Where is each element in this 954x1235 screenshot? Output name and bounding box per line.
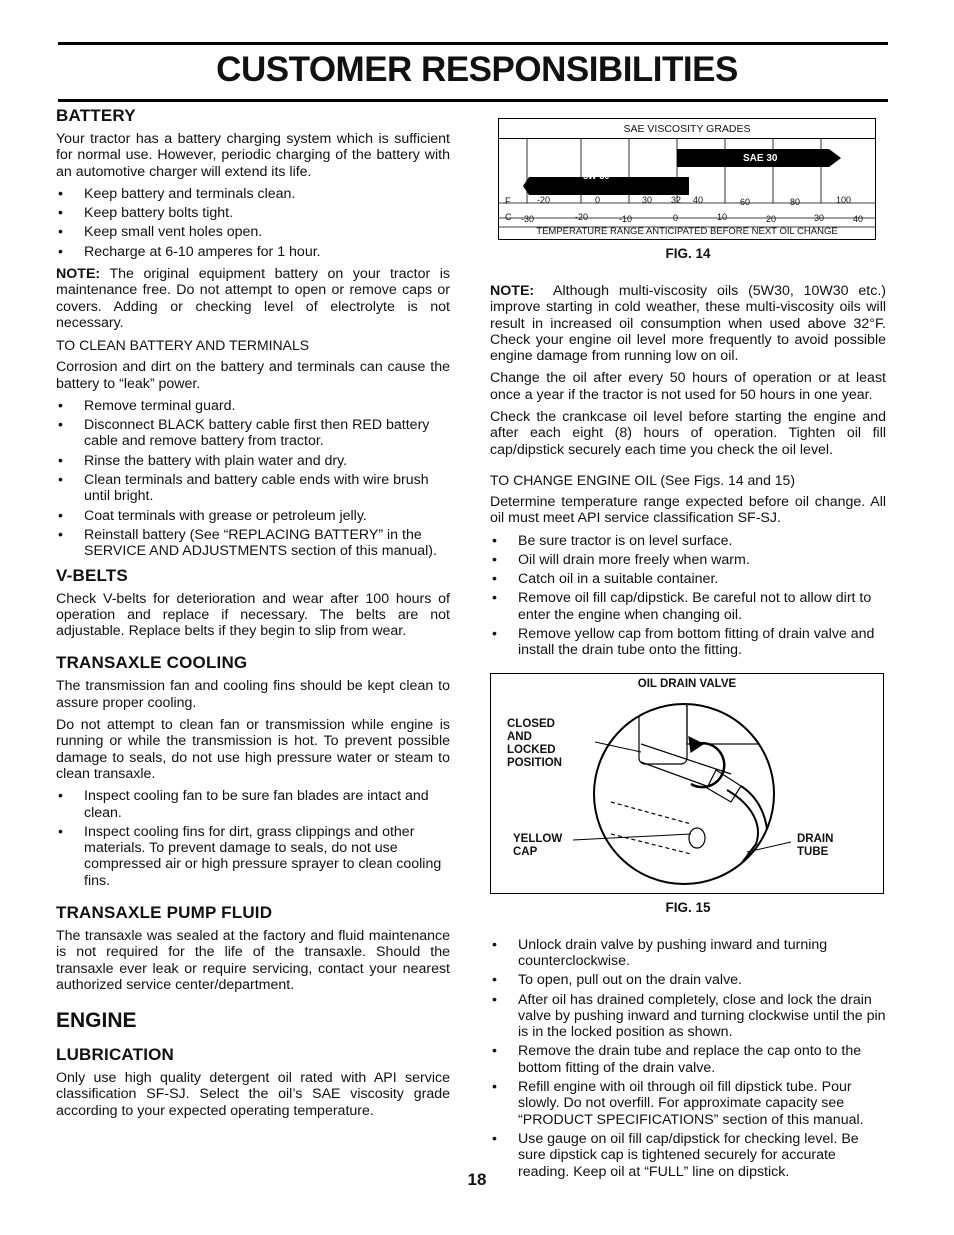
list-item: • Use gauge on oil fill cap/dipstick for checking level. Be sure dipstick cap is tightened securely for accurate reading. Keep oil at “FULL” line on dipstick.: [490, 1131, 886, 1180]
oil-note: [490, 283, 886, 364]
list-item: • Rinse the battery with plain water and dry.: [56, 453, 450, 469]
tick-label: 80: [790, 197, 801, 207]
list-item: • Remove oil fill cap/dipstick. Be careful not to allow dirt to enter the engine when changing oil.: [490, 590, 886, 623]
list-item: • Disconnect BLACK battery cable first then RED battery cable and remove battery from tractor.: [56, 417, 450, 450]
chart-title: SAE VISCOSITY GRADES: [623, 123, 751, 135]
list-item: • Inspect cooling fan to be sure fan blades are intact and clean.: [56, 788, 450, 821]
list-item: • Be sure tractor is on level surface.: [490, 533, 886, 549]
clean-battery-intro: Corrosion and dirt on the battery and terminals can cause the battery to “leak” power.: [56, 359, 450, 392]
battery-heading: BATTERY: [56, 106, 136, 125]
tick-label: 60: [740, 197, 751, 207]
tick-label: 40: [853, 214, 864, 224]
yellow-cap-shape: [689, 828, 705, 848]
list-item: • Catch oil in a suitable container.: [490, 571, 886, 587]
list-item: • Refill engine with oil through oil fill dipstick tube. Pour slowly. Do not overfill. For approximate capacity see “PRODUCT SPECIFICATIONS” section of this manual.: [490, 1079, 886, 1128]
fig14-caption: FIG. 14: [665, 246, 711, 261]
figure-title: OIL DRAIN VALVE: [637, 677, 737, 690]
tick-label: 30: [814, 213, 825, 223]
tick-label: -10: [619, 214, 633, 224]
change-oil-bullets: [490, 533, 886, 659]
engine-heading: ENGINE: [56, 1009, 137, 1033]
oil-drain-valve-figure: [490, 673, 884, 894]
page-number: 18: [467, 1170, 487, 1189]
battery-intro: Your tractor has a battery charging system which is sufficient for normal use. However, periodic charging of the battery with an automotive charger will extend its life.: [56, 131, 450, 180]
drain-valve-illustration: [491, 674, 883, 893]
left-column: [56, 106, 450, 1125]
drain-bullets: [490, 937, 886, 1180]
chart-footer: TEMPERATURE RANGE ANTICIPATED BEFORE NEXT OIL CHANGE: [536, 226, 838, 237]
clean-battery-heading: TO CLEAN BATTERY AND TERMINALS: [56, 337, 310, 354]
tick-label: 10: [717, 212, 728, 222]
note-text: Although multi-viscosity oils (5W30, 10W30 etc.) improve starting in cold weather, these multi-viscosity oils will result in increased oil consumption when used above 32°F. Check your engine oil level more frequently to avoid possible engine damage from running low on oil.: [490, 283, 886, 365]
list-item: • Clean terminals and battery cable ends with wire brush until bright.: [56, 472, 450, 505]
tick-label: -20: [575, 212, 589, 222]
transaxle-pump-heading: TRANSAXLE PUMP FLUID: [56, 902, 273, 922]
transaxle-pump-text: The transaxle was sealed at the factory and fluid maintenance is not required for the life of the transaxle. Should the transaxle ever leak or require servicing, contact your nearest authorized service center/department.: [56, 927, 450, 993]
list-item: • Remove terminal guard.: [56, 398, 450, 414]
transaxle-cooling-p1: The transmission fan and cooling fins should be kept clean to assure proper cooling.: [56, 678, 450, 711]
bar-label-sae30: SAE 30: [743, 153, 778, 164]
lubrication-text: Only use high quality detergent oil rated with API service classification SF-SJ. Select the oil’s SAE viscosity grade according to your expected operating temperature.: [56, 1070, 450, 1119]
yellow-cap-label: YELLOW CAP: [513, 832, 563, 858]
note-label: NOTE:: [490, 283, 535, 299]
change-oil-heading: TO CHANGE ENGINE OIL (See Figs. 14 and 15): [490, 471, 795, 488]
lubrication-heading: LUBRICATION: [56, 1045, 175, 1065]
drain-tube-label: DRAIN TUBE: [797, 832, 834, 858]
tick-label: -20: [537, 195, 551, 205]
page-title: CUSTOMER RESPONSIBILITIES: [216, 50, 738, 89]
tick-label: 30: [642, 195, 653, 205]
clean-battery-bullets: [56, 398, 450, 560]
tick-label: -30: [521, 214, 535, 224]
tick-label: 0: [595, 195, 601, 205]
transaxle-cooling-bullets: [56, 788, 450, 889]
list-item: • Keep battery bolts tight.: [56, 205, 450, 221]
transaxle-cooling-heading: TRANSAXLE COOLING: [56, 653, 248, 673]
tick-label: 32: [671, 195, 682, 205]
right-column: [490, 118, 886, 1186]
list-item: • Keep small vent holes open.: [56, 224, 450, 240]
list-item: • Oil will drain more freely when warm.: [490, 552, 886, 568]
bar-label-5w30: 5W-30: [583, 171, 610, 181]
note-label: NOTE:: [56, 266, 101, 283]
oil-change-text: Change the oil after every 50 hours of operation or at least once a year if the tractor is not used for 50 hours in one year.: [490, 370, 886, 403]
top-rule: [58, 42, 888, 45]
closed-locked-label: CLOSED AND LOCKED POSITION: [507, 717, 562, 769]
list-item: • To open, pull out on the drain valve.: [490, 972, 886, 988]
fig15-caption: FIG. 15: [665, 899, 711, 915]
list-item: • Remove yellow cap from bottom fitting of drain valve and install the drain tube onto the fitting.: [490, 626, 886, 659]
vbelts-heading: V-BELTS: [56, 565, 128, 585]
change-oil-intro: Determine temperature range expected before oil change. All oil must meet API service classification SF-SJ.: [490, 493, 886, 527]
oil-check-text: Check the crankcase oil level before starting the engine and after each eight (8) hours of operation. Tighten oil fill cap/dipstick securely each time you check the oil level.: [490, 409, 886, 458]
c-axis-label: C: [505, 212, 512, 222]
note-text: The original equipment battery on your tractor is maintenance free. Do not attempt to open or remove caps or covers. Adding or checking level of electrolyte is not necessary.: [56, 266, 451, 331]
list-item: • After oil has drained completely, close and lock the drain valve by pushing inward and turning clockwise until the pin is in the locked position as shown.: [490, 992, 886, 1041]
tick-label: 100: [836, 195, 852, 205]
tick-label: 40: [693, 195, 704, 205]
battery-bullets: [56, 186, 450, 260]
list-item: • Coat terminals with grease or petroleum jelly.: [56, 508, 450, 524]
viscosity-chart: [498, 118, 876, 240]
list-item: • Unlock drain valve by pushing inward and turning counterclockwise.: [490, 937, 886, 970]
tick-label: 20: [766, 214, 777, 224]
transaxle-cooling-p2: Do not attempt to clean fan or transmission while engine is running or while the transmission is hot. To prevent possible damage to seals, do not use high pressure water or steam to clean transaxle.: [56, 717, 450, 782]
list-item: • Inspect cooling fins for dirt, grass clippings and other materials. To prevent damage to seals, do not use compressed air or high pressure sprayer to clean cooling fins.: [56, 824, 450, 889]
battery-note: [56, 266, 450, 331]
title-underline: [58, 99, 888, 102]
f-axis-label: F: [505, 196, 511, 206]
list-item: • Reinstall battery (See “REPLACING BATTERY” in the SERVICE AND ADJUSTMENTS section of this manual).: [56, 527, 450, 560]
vbelts-text: Check V-belts for deterioration and wear after 100 hours of operation and replace if necessary. The belts are not adjustable. Replace belts if they begin to slip from wear.: [56, 590, 450, 640]
tick-label: 0: [673, 213, 679, 223]
list-item: • Keep battery and terminals clean.: [56, 186, 450, 202]
list-item: • Recharge at 6-10 amperes for 1 hour.: [56, 244, 450, 260]
list-item: • Remove the drain tube and replace the cap onto to the bottom fitting of the drain valve.: [490, 1043, 886, 1076]
